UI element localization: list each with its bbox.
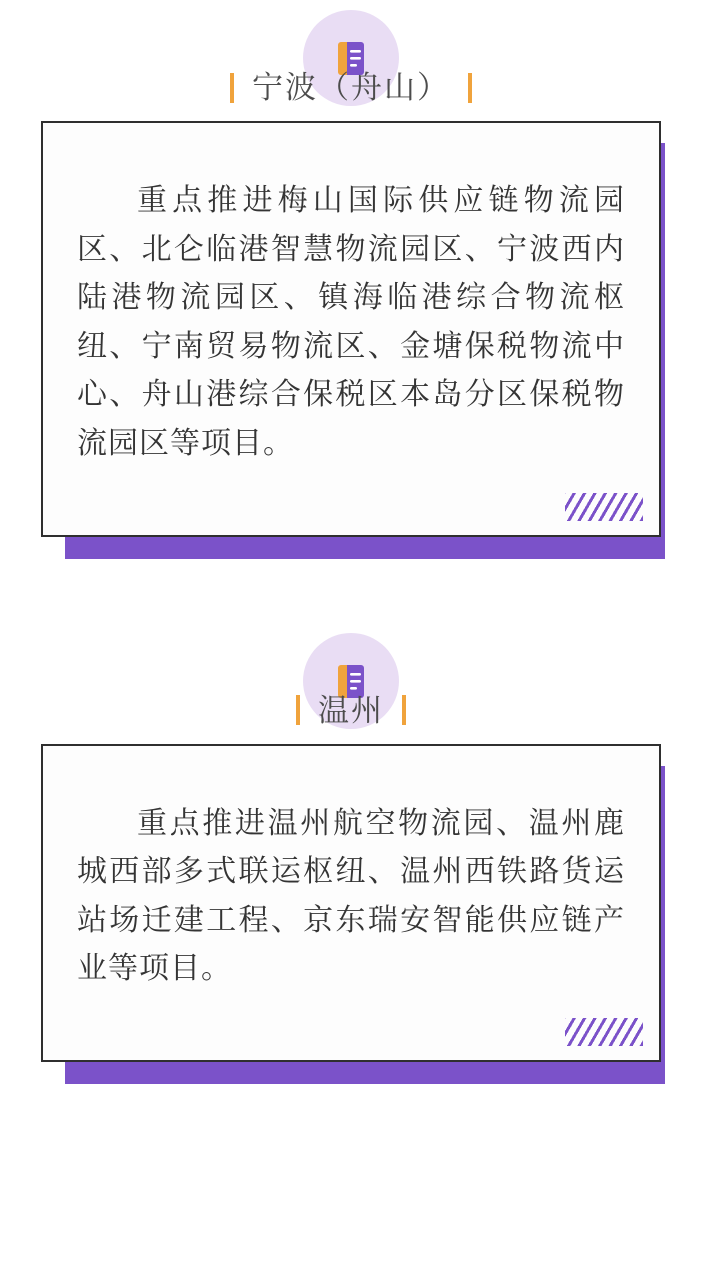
tick-right-icon: [402, 695, 406, 725]
tick-left-icon: [296, 695, 300, 725]
section-title: 温州: [318, 692, 384, 728]
content-card: [41, 121, 661, 537]
section-header: [0, 10, 702, 103]
section-header: [0, 633, 702, 726]
card-body-text: 重点推进梅山国际供应链物流园区、北仑临港智慧物流园区、宁波西内陆港物流园区、镇海临港综合物流枢纽、宁南贸易物流区、金塘保税物流中心、舟山港综合保税区本岛分区保税物流园区等项目。: [77, 184, 625, 460]
content-card-wrapper: [41, 744, 661, 1062]
tick-right-icon: [468, 73, 472, 103]
card-body-text: 重点推进温州航空物流园、温州鹿城西部多式联运枢纽、温州西铁路货运站场迁建工程、京东瑞安智能供应链产业等项目。: [77, 806, 625, 986]
title-row: [0, 72, 702, 103]
section-title: 宁波（舟山）: [252, 70, 450, 105]
title-row: [0, 692, 702, 728]
section-ningbo: [0, 10, 702, 537]
content-card-wrapper: [41, 121, 661, 537]
hatch-decoration-icon: [565, 493, 643, 521]
hatch-decoration-icon: [565, 1018, 643, 1046]
content-card: [41, 744, 661, 1062]
tick-left-icon: [230, 73, 234, 103]
section-wenzhou: [0, 633, 702, 1062]
